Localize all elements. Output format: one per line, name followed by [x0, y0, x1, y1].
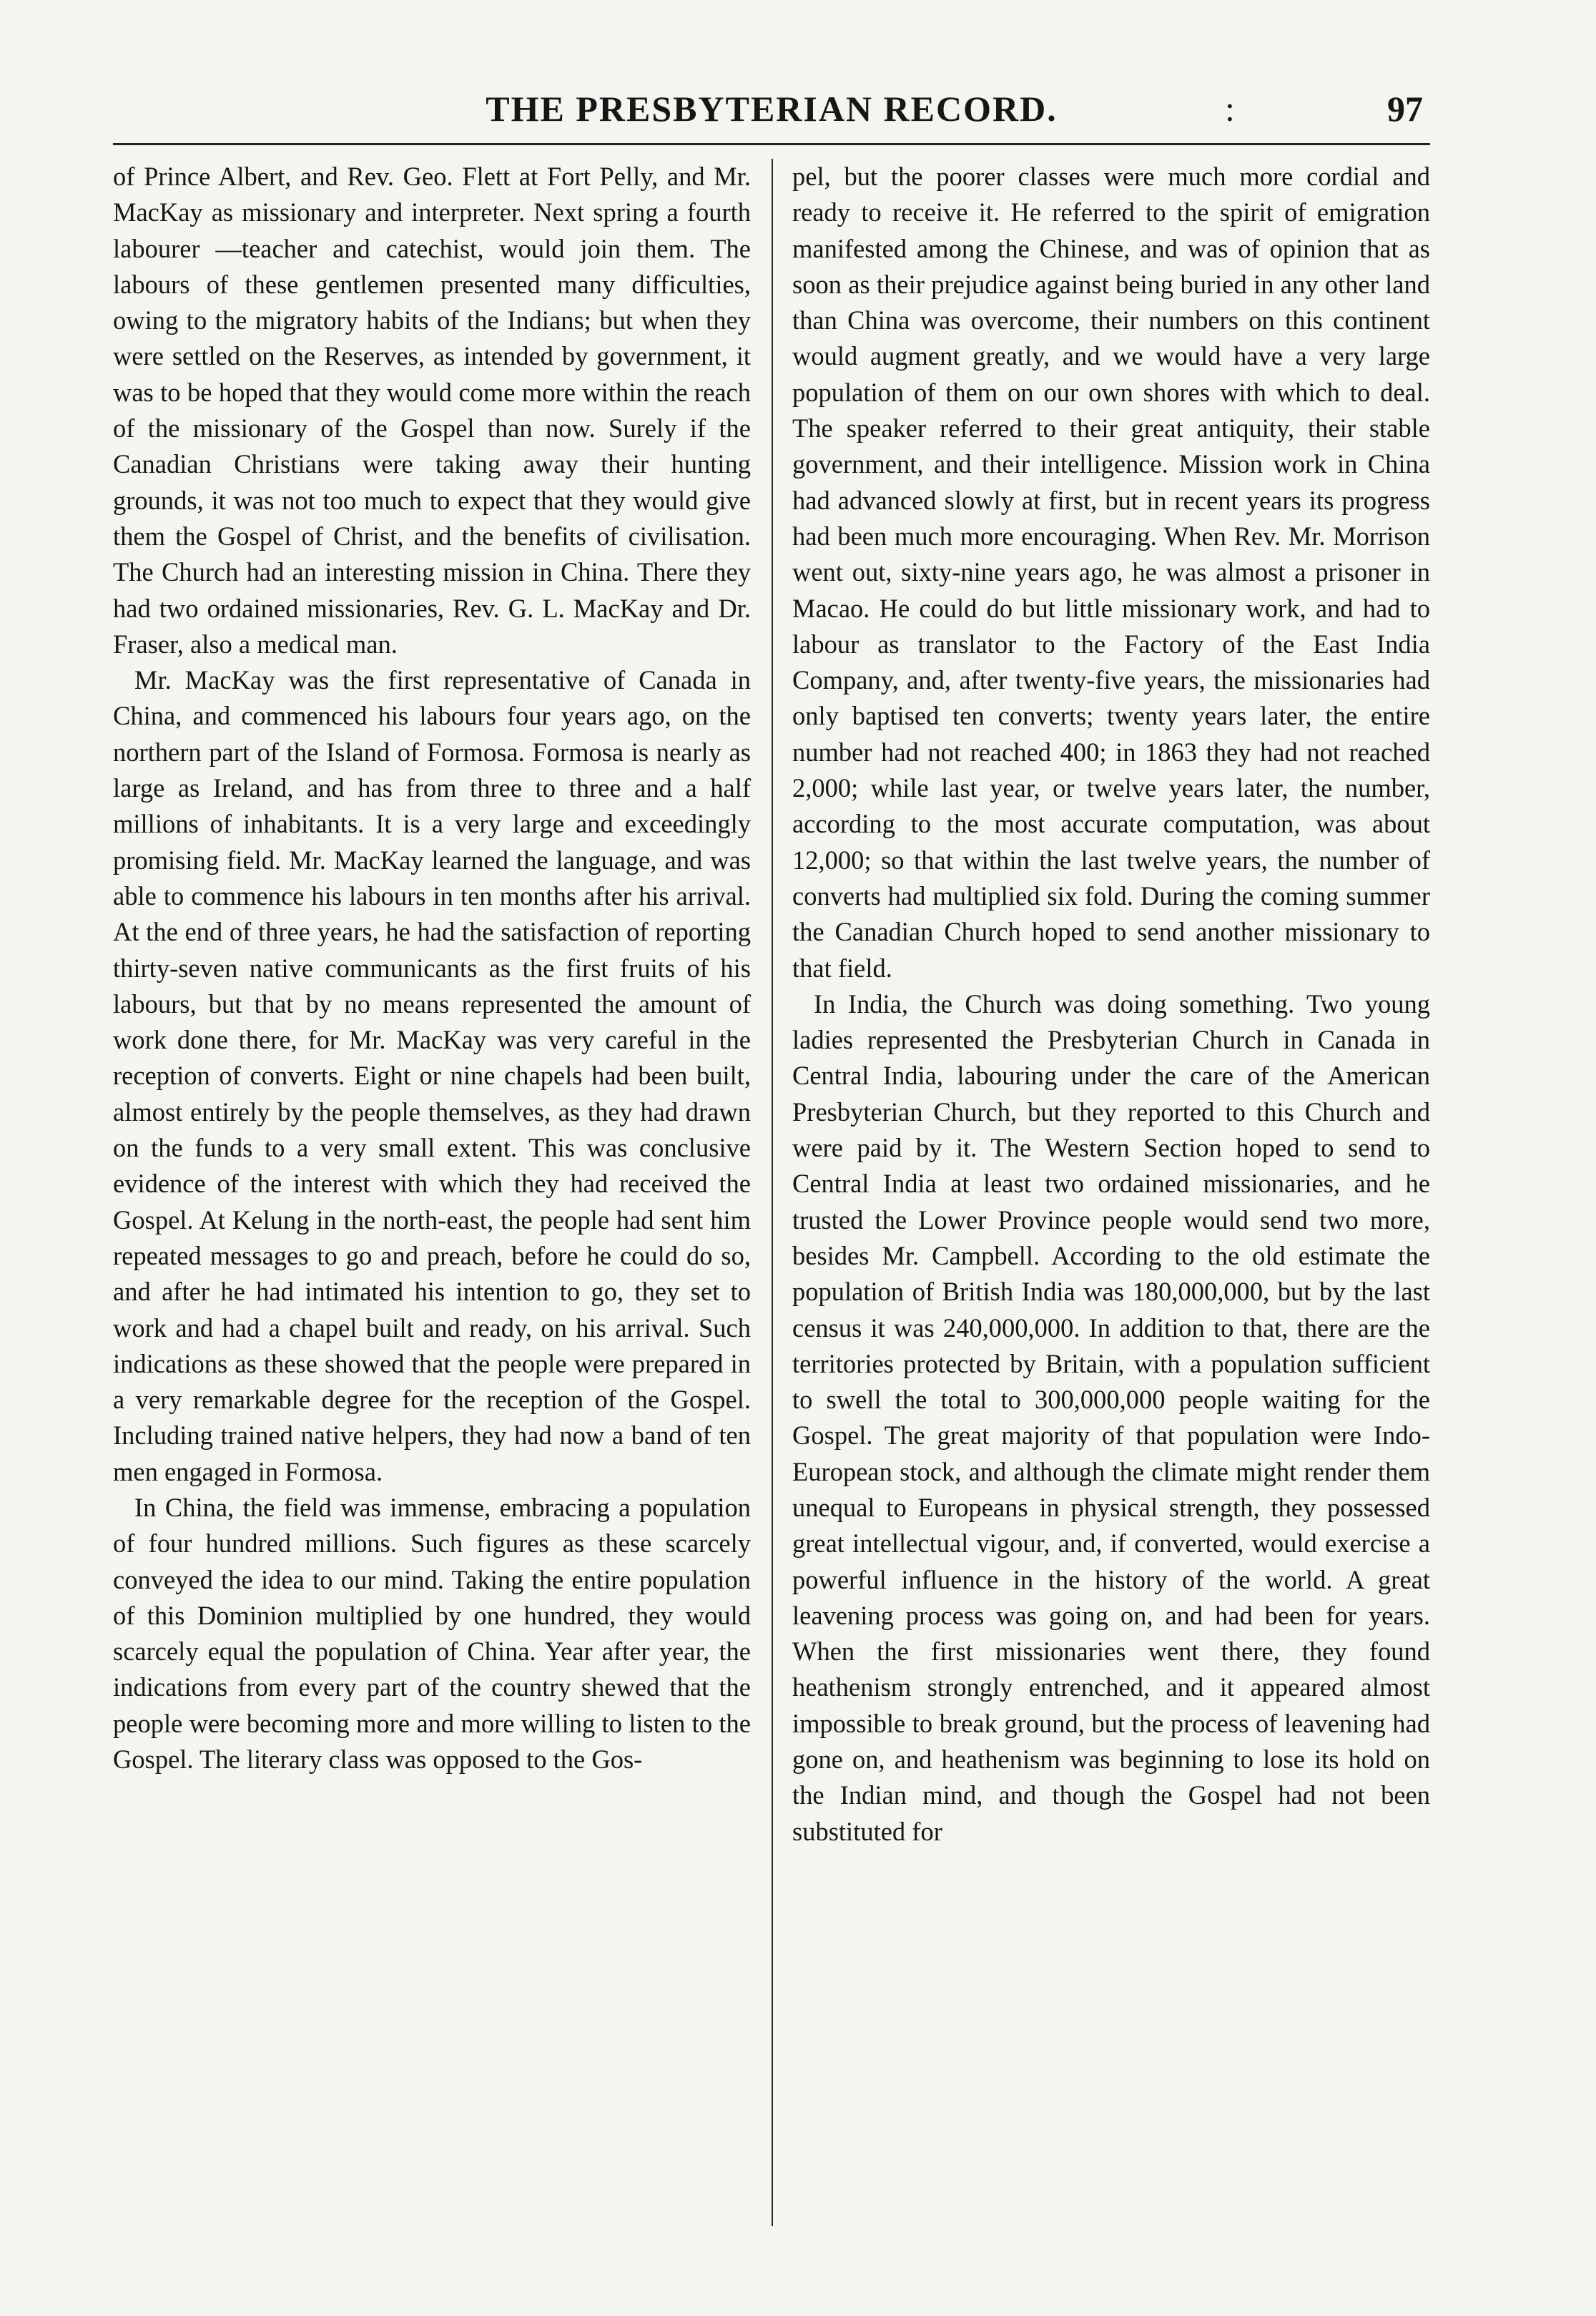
- left-column: [113, 159, 751, 2226]
- article-columns: [113, 159, 1430, 2226]
- left-paragraph-1: of Prince Albert, and Rev. Geo. Flett at Fort Pelly, and Mr. MacKay as missionary and interpreter. Next spring a fourth labourer —teacher and catechist, would join them. The labours of these gentlemen presented many difficulties, owing to the migratory habits of the Indians; but when they were settled on the Reserves, as intended by government, it was to be hoped that they would come more within the reach of the missionary of the Gospel than now. Surely if the Canadian Christians were taking away their hunting grounds, it was not too much to expect that they would give them the Gospel of Christ, and the benefits of civilisation. The Church had an interesting mission in China. There they had two ordained missionaries, Rev. G. L. MacKay and Dr. Fraser, also a medical man.: [113, 162, 751, 659]
- right-paragraph-2: In India, the Church was doing something. Two young ladies represented the Presbyterian Church in Canada in Central India, labouring under the care of the American Presbyterian Church, but they reported to this Church and were paid by it. The Western Section hoped to send to Central India at least two ordained missionaries, and he trusted the Lower Province people would send two more, besides Mr. Campbell. According to the old estimate the population of British India was 180,000,000, but by the last census it was 240,000,000. In addition to that, there are the territories protected by Britain, with a population sufficient to swell the total to 300,000,000 people waiting for the Gospel. The great majority of that population were Indo-European stock, and although the climate might render them unequal to Europeans in physical strength, they possessed great intellectual vigour, and, if converted, would exercise a powerful influence in the history of the world. A great leavening process was going on, and had been for years. When the first missionaries went there, they found heathenism strongly entrenched, and it appeared almost impossible to break ground, but the process of leavening had gone on, and heathenism was beginning to lose its hold on the Indian mind, and though the Gospel had not been substituted for: [792, 988, 1430, 1846]
- right-column: [792, 159, 1430, 2226]
- left-paragraph-3: In China, the field was immense, embracing a population of four hundred millions. Such figures as these scarcely conveyed the idea to our mind. Taking the entire population of this Dominion multiplied by one hundred, they would scarcely equal the population of China. Year after year, the indications from every part of the country shewed that the people were becoming more and more willing to listen to the Gospel. The literary class was opposed to the Gos-: [113, 1492, 751, 1775]
- header-mark: :: [1225, 89, 1235, 129]
- page-number: 97: [1387, 89, 1423, 129]
- left-paragraph-2: Mr. MacKay was the first representative of Canada in China, and commenced his labours four years ago, on the northern part of the Island of Formosa. Formosa is nearly as large as Ireland, and has from three to three and a half millions of inhabitants. It is a very large and exceedingly promising field. Mr. MacKay learned the language, and was able to commence his labours in ten months after his arrival. At the end of three years, he had the satisfaction of reporting thirty-seven native communicants as the first fruits of his labours, but that by no means represented the amount of work done there, for Mr. MacKay was very careful in the reception of converts. Eight or nine chapels had been built, almost entirely by the people themselves, as they had drawn on the funds to a very small extent. This was conclusive evidence of the interest with which they had received the Gospel. At Kelung in the north-east, the people had sent him repeated messages to go and preach, before he could do so, and after he had intimated his intention to go, they set to work and had a chapel built and ready, on his arrival. Such indications as these showed that the people were prepared in a very remarkable degree for the reception of the Gospel. Including trained native helpers, they had now a band of ten men engaged in Formosa.: [113, 665, 751, 1486]
- masthead: [113, 86, 1430, 145]
- publication-title: THE PRESBYTERIAN RECORD.: [486, 89, 1058, 129]
- column-divider: [772, 159, 773, 2226]
- right-paragraph-1: pel, but the poorer classes were much more cordial and ready to receive it. He referred to the spirit of emigration manifested among the Chinese, and was of opinion that as soon as their prejudice against being buried in any other land than China was overcome, their numbers on this continent would augment greatly, and we would have a very large population of them on our own shores with which to deal. The speaker referred to their great antiquity, their stable government, and their intelligence. Mission work in China had advanced slowly at first, but in recent years its progress had been much more encouraging. When Rev. Mr. Morrison went out, sixty-nine years ago, he was almost a prisoner in Macao. He could do but little missionary work, and had to labour as translator to the Factory of the East India Company, and, after twenty-five years, the missionaries had only baptised ten converts; twenty years later, the entire number had not reached 400; in 1863 they had not reached 2,000; while last year, or twelve years later, the number, according to the most accurate computation, was about 12,000; so that within the last twelve years, the number of converts had multiplied six fold. During the coming summer the Canadian Church hoped to send another missionary to that field.: [792, 162, 1430, 983]
- newspaper-page: [113, 86, 1430, 2260]
